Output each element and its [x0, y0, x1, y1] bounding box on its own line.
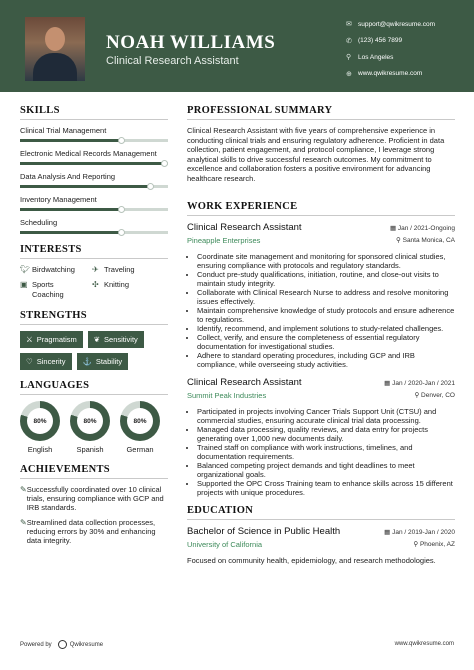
summary-text: Clinical Research Assistant with five years of comprehensive experience in conducting clinical trials and ensuring regulatory adherence. Proficient in data collection, patient engagement, and protocol compliance, I leverage strong analytical skills to drive successful research outcomes. My commitment to excellence and collaboration fosters a positive environment for advancing healthcare research. — [187, 126, 445, 183]
education-date: ▦ Jan / 2019-Jan / 2020 — [384, 529, 455, 536]
interest-item: ✈ Traveling — [92, 265, 135, 274]
job-location: ⚲ Santa Monica, CA — [396, 237, 455, 244]
jobs-list — [187, 222, 455, 497]
skill-bar — [20, 208, 168, 211]
skill-item — [20, 218, 168, 234]
strength-tag: ⚔ Pragmatism — [20, 331, 83, 348]
location-icon: ⚲ — [346, 54, 352, 61]
skill-bar-fill — [20, 139, 121, 142]
skill-bar — [20, 139, 168, 142]
language-name: English — [27, 445, 53, 454]
education-sub — [187, 540, 455, 549]
skill-bar-knob — [161, 160, 168, 167]
achievement-item: ✎ Successfully coordinated over 10 clinical trials, ensuring compliance with GCP and IRB standards. — [20, 485, 164, 512]
language-name: German — [126, 445, 154, 454]
language-name: Spanish — [76, 445, 104, 454]
mail-icon: ✉ — [346, 21, 352, 28]
job-title: Clinical Research Assistant — [187, 377, 302, 388]
education-location: ⚲ Phoenix, AZ — [413, 541, 455, 548]
job-title: Clinical Research Assistant — [187, 222, 302, 233]
skill-bar — [20, 162, 168, 165]
job-entry — [187, 377, 455, 497]
languages-title: LANGUAGES — [20, 380, 168, 395]
strengths-list — [20, 331, 168, 370]
job-bullet: • Participated in projects involving Cancer Trials Support Unit (CTSU) and commercial studies, ensuring accurate clinical trial data processing. — [197, 407, 455, 425]
job-date: ▦ Jan / 2020-Jan / 2021 — [384, 380, 455, 387]
skill-bar — [20, 231, 168, 234]
job-bullet: • Managed data processing, quality reviews, and data entry for projects generating over 1,000 new documents daily. — [197, 425, 455, 443]
language-percent: 80% — [77, 408, 103, 434]
skill-bar-knob — [147, 183, 154, 190]
education-title: EDUCATION — [187, 505, 455, 520]
job-bullet: • Maintain comprehensive knowledge of study protocols and ensure adherence to regulations. — [197, 306, 455, 324]
job-bullet: • Adhere to standard operating procedures, including GCP and IRB compliance, while overseeing study activities. — [197, 351, 455, 369]
language-percent: 80% — [27, 408, 53, 434]
leaf-icon: ❦ — [93, 335, 101, 344]
job-bullets — [187, 252, 455, 369]
skill-item — [20, 195, 168, 211]
contact-phone[interactable]: ✆ (123) 456 7899 — [346, 37, 403, 45]
calendar-icon: ▦ — [389, 225, 398, 232]
skill-item — [20, 126, 168, 142]
knitting-icon: ✣ — [92, 280, 99, 289]
job-sub — [187, 236, 455, 245]
brand-name[interactable]: Qwikresume — [69, 641, 104, 648]
job-bullet: • Coordinate site management and monitoring for sponsored clinical studies, ensuring compliance with protocols and regulatory standards. — [197, 252, 455, 270]
company-name: Pineapple Enterprises — [187, 236, 261, 245]
job-bullet: • Conduct pre-study qualifications, initiation, routine, and close-out visits to maintain study integrity. — [197, 270, 455, 288]
interest-item: ✣ Knitting — [92, 280, 168, 300]
skills-list — [20, 126, 168, 234]
skill-name: Inventory Management — [20, 195, 97, 204]
skill-bar — [20, 185, 168, 188]
job-head — [187, 377, 455, 388]
skill-item — [20, 149, 168, 165]
job-bullet: • Collaborate with Clinical Research Nurse to address and resolve monitoring issues effectively. — [197, 288, 455, 306]
skill-bar-fill — [20, 231, 121, 234]
sports-icon: ▣ — [20, 280, 28, 289]
skill-bar-fill — [20, 162, 164, 165]
job-date: ▦ Jan / 2021-Ongoing — [389, 225, 455, 232]
job-bullet: • Collect, verify, and ensure the completeness of essential regulatory documentation for investigational studies. — [197, 333, 455, 351]
job-bullet: • Trained staff on compliance with work instructions, timelines, and documentation requirements. — [197, 443, 455, 461]
calendar-icon: ▦ — [384, 529, 393, 536]
sword-icon: ⚔ — [26, 335, 33, 344]
pen-icon: ✎ — [20, 518, 27, 527]
language-item — [20, 401, 60, 454]
bird-icon: 🐦︎ — [20, 265, 31, 274]
qwikresume-logo-icon — [58, 640, 67, 649]
job-entry — [187, 222, 455, 369]
interest-item: ▣ Sports Coaching — [20, 280, 64, 299]
skills-title: SKILLS — [20, 105, 168, 120]
contact-location: ⚲ Los Angeles — [346, 53, 394, 61]
skill-name: Clinical Trial Management — [20, 126, 107, 135]
skill-item — [20, 172, 168, 188]
strength-tag: ♡ Sincerity — [20, 353, 72, 370]
job-head — [187, 222, 455, 233]
achievements-title: ACHIEVEMENTS — [20, 464, 168, 479]
skill-name: Data Analysis And Reporting — [20, 172, 116, 181]
globe-icon: ⊕ — [346, 70, 352, 78]
skill-name: Scheduling — [20, 218, 58, 227]
achievement-item: ✎ Streamlined data collection processes, reducing errors by 30% and enhancing data integrity. — [20, 518, 156, 545]
strengths-title: STRENGTHS — [20, 310, 168, 325]
pin-icon: ⚲ — [396, 237, 403, 244]
pen-icon: ✎ — [20, 485, 27, 494]
footer-url[interactable]: www.qwikresume.com — [394, 641, 454, 647]
interests-list — [20, 265, 168, 300]
job-sub — [187, 391, 455, 400]
summary-title: PROFESSIONAL SUMMARY — [187, 105, 455, 120]
left-column — [20, 105, 168, 551]
job-location: ⚲ Denver, CO — [414, 392, 455, 399]
candidate-name: NOAH WILLIAMS — [106, 32, 276, 53]
resume-header — [0, 0, 474, 92]
strength-tag: ⚓ Stability — [77, 353, 129, 370]
degree-title: Bachelor of Science in Public Health — [187, 526, 341, 537]
calendar-icon: ▦ — [384, 380, 393, 387]
language-item — [70, 401, 110, 454]
anchor-icon: ⚓ — [82, 357, 92, 366]
powered-by: Powered by Qwikresume — [20, 641, 104, 648]
skill-name: Electronic Medical Records Management — [20, 149, 157, 158]
skill-bar-knob — [118, 137, 125, 144]
job-bullet: • Supported the OPC Cross Training team to enhance skills across 15 different projects with unique procedures. — [197, 479, 455, 497]
contact-website[interactable]: ⊕ www.qwikresume.com — [346, 70, 423, 78]
skill-bar-fill — [20, 208, 121, 211]
company-name: Summit Peak Industries — [187, 391, 267, 400]
language-item — [120, 401, 160, 454]
languages-list — [20, 401, 168, 454]
strength-tag: ❦ Sensitivity — [88, 331, 144, 348]
phone-icon: ✆ — [346, 37, 352, 45]
experience-title: WORK EXPERIENCE — [187, 201, 455, 216]
skill-bar-knob — [118, 206, 125, 213]
skill-bar-knob — [118, 229, 125, 236]
language-ring — [120, 401, 160, 441]
heart-icon: ♡ — [26, 357, 33, 366]
candidate-role: Clinical Research Assistant — [106, 55, 239, 67]
job-bullets — [187, 407, 455, 497]
education-description: Focused on community health, epidemiology, and research methodologies. — [187, 556, 436, 565]
language-ring — [70, 401, 110, 441]
education-head — [187, 526, 455, 537]
profile-photo — [25, 17, 85, 81]
plane-icon: ✈ — [92, 265, 99, 274]
contact-list — [346, 16, 435, 82]
contact-email[interactable]: ✉ support@qwikresume.com — [346, 20, 436, 28]
language-percent: 80% — [127, 408, 153, 434]
school-name: University of California — [187, 540, 263, 549]
skill-bar-fill — [20, 185, 150, 188]
pin-icon: ⚲ — [413, 541, 420, 548]
interest-item: 🐦︎ Birdwatching — [20, 265, 75, 274]
language-ring — [20, 401, 60, 441]
right-column — [187, 105, 455, 565]
job-bullet: • Balanced competing project demands and tight deadlines to meet organizational goals. — [197, 461, 455, 479]
job-bullet: • Identify, recommend, and implement solutions to study-related challenges. — [197, 324, 455, 333]
interests-title: INTERESTS — [20, 244, 168, 259]
pin-icon: ⚲ — [414, 392, 422, 399]
